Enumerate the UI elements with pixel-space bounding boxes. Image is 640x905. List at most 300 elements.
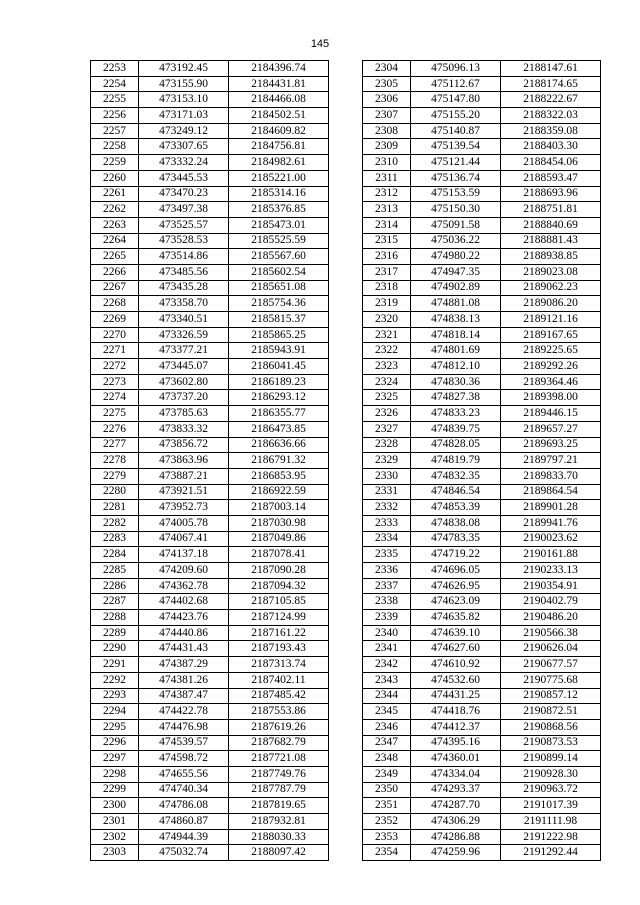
y-coordinate-cell: 2191017.39: [501, 798, 601, 814]
y-coordinate-cell: 2190233.13: [501, 563, 601, 579]
x-coordinate-cell: 473863.96: [139, 453, 229, 469]
y-coordinate-cell: 2191292.44: [501, 845, 601, 861]
x-coordinate-cell: 473833.32: [139, 421, 229, 437]
y-coordinate-cell: 2190023.62: [501, 531, 601, 547]
point-number-cell: 2288: [91, 610, 139, 626]
table-row: [363, 547, 601, 563]
y-coordinate-cell: 2188097.42: [229, 845, 329, 861]
y-coordinate-cell: 2189446.15: [501, 406, 601, 422]
y-coordinate-cell: 2184396.74: [229, 61, 329, 77]
y-coordinate-cell: 2185376.85: [229, 202, 329, 218]
point-number-cell: 2343: [363, 672, 411, 688]
point-number-cell: 2334: [363, 531, 411, 547]
table-row: [91, 594, 329, 610]
x-coordinate-cell: 474381.26: [139, 672, 229, 688]
point-number-cell: 2337: [363, 578, 411, 594]
y-coordinate-cell: 2190872.51: [501, 704, 601, 720]
y-coordinate-cell: 2184466.08: [229, 92, 329, 108]
y-coordinate-cell: 2189086.20: [501, 296, 601, 312]
point-number-cell: 2311: [363, 170, 411, 186]
y-coordinate-cell: 2191222.98: [501, 829, 601, 845]
table-row: [91, 76, 329, 92]
point-number-cell: 2333: [363, 515, 411, 531]
point-number-cell: 2299: [91, 782, 139, 798]
x-coordinate-cell: 473497.38: [139, 202, 229, 218]
y-coordinate-cell: 2189797.21: [501, 453, 601, 469]
point-number-cell: 2335: [363, 547, 411, 563]
y-coordinate-cell: 2188322.03: [501, 108, 601, 124]
x-coordinate-cell: 475155.20: [411, 108, 501, 124]
table-row: [363, 766, 601, 782]
y-coordinate-cell: 2185754.36: [229, 296, 329, 312]
point-number-cell: 2323: [363, 359, 411, 375]
y-coordinate-cell: 2185943.91: [229, 343, 329, 359]
y-coordinate-cell: 2187402.11: [229, 672, 329, 688]
table-row: [363, 327, 601, 343]
table-row: [91, 139, 329, 155]
point-number-cell: 2340: [363, 625, 411, 641]
table-row: [91, 327, 329, 343]
y-coordinate-cell: 2187193.43: [229, 641, 329, 657]
x-coordinate-cell: 474838.13: [411, 312, 501, 328]
point-number-cell: 2324: [363, 374, 411, 390]
point-number-cell: 2347: [363, 735, 411, 751]
point-number-cell: 2270: [91, 327, 139, 343]
x-coordinate-cell: 473358.70: [139, 296, 229, 312]
table-row: [363, 406, 601, 422]
y-coordinate-cell: 2190868.56: [501, 719, 601, 735]
y-coordinate-cell: 2187003.14: [229, 500, 329, 516]
table-row: [363, 515, 601, 531]
point-number-cell: 2304: [363, 61, 411, 77]
y-coordinate-cell: 2189023.08: [501, 264, 601, 280]
y-coordinate-cell: 2187553.86: [229, 704, 329, 720]
y-coordinate-cell: 2189864.54: [501, 484, 601, 500]
point-number-cell: 2342: [363, 657, 411, 673]
x-coordinate-cell: 474833.23: [411, 406, 501, 422]
table-row: [91, 123, 329, 139]
x-coordinate-cell: 474476.98: [139, 719, 229, 735]
x-coordinate-cell: 474306.29: [411, 814, 501, 830]
table-row: [91, 672, 329, 688]
x-coordinate-cell: 474783.35: [411, 531, 501, 547]
y-coordinate-cell: 2187619.26: [229, 719, 329, 735]
table-row: [91, 563, 329, 579]
x-coordinate-cell: 474418.76: [411, 704, 501, 720]
point-number-cell: 2344: [363, 688, 411, 704]
x-coordinate-cell: 473856.72: [139, 437, 229, 453]
table-row: [363, 719, 601, 735]
table-row: [363, 296, 601, 312]
x-coordinate-cell: 474839.75: [411, 421, 501, 437]
y-coordinate-cell: 2189225.65: [501, 343, 601, 359]
y-coordinate-cell: 2186293.12: [229, 390, 329, 406]
x-coordinate-cell: 475121.44: [411, 155, 501, 171]
x-coordinate-cell: 474610.92: [411, 657, 501, 673]
x-coordinate-cell: 474440.86: [139, 625, 229, 641]
table-row: [363, 672, 601, 688]
point-number-cell: 2321: [363, 327, 411, 343]
point-number-cell: 2278: [91, 453, 139, 469]
table-row: [363, 390, 601, 406]
x-coordinate-cell: 475136.74: [411, 170, 501, 186]
x-coordinate-cell: 474137.18: [139, 547, 229, 563]
point-number-cell: 2348: [363, 751, 411, 767]
y-coordinate-cell: 2187313.74: [229, 657, 329, 673]
x-coordinate-cell: 474860.87: [139, 814, 229, 830]
y-coordinate-cell: 2187932.81: [229, 814, 329, 830]
point-number-cell: 2258: [91, 139, 139, 155]
table-row: [91, 578, 329, 594]
x-coordinate-cell: 474635.82: [411, 610, 501, 626]
point-number-cell: 2276: [91, 421, 139, 437]
y-coordinate-cell: 2187090.28: [229, 563, 329, 579]
point-number-cell: 2290: [91, 641, 139, 657]
point-number-cell: 2296: [91, 735, 139, 751]
point-number-cell: 2345: [363, 704, 411, 720]
table-row: [91, 515, 329, 531]
y-coordinate-cell: 2188751.81: [501, 202, 601, 218]
x-coordinate-cell: 474005.78: [139, 515, 229, 531]
x-coordinate-cell: 474627.60: [411, 641, 501, 657]
y-coordinate-cell: 2190486.20: [501, 610, 601, 626]
y-coordinate-cell: 2188840.69: [501, 217, 601, 233]
x-coordinate-cell: 473525.57: [139, 217, 229, 233]
x-coordinate-cell: 474362.78: [139, 578, 229, 594]
y-coordinate-cell: 2190354.91: [501, 578, 601, 594]
y-coordinate-cell: 2190963.72: [501, 782, 601, 798]
point-number-cell: 2281: [91, 500, 139, 516]
point-number-cell: 2266: [91, 264, 139, 280]
table-row: [91, 233, 329, 249]
table-row: [91, 186, 329, 202]
table-row: [91, 406, 329, 422]
x-coordinate-cell: 474287.70: [411, 798, 501, 814]
table-row: [363, 484, 601, 500]
table-row: [91, 374, 329, 390]
x-coordinate-cell: 473952.73: [139, 500, 229, 516]
page-number: 145: [310, 38, 330, 50]
point-number-cell: 2294: [91, 704, 139, 720]
point-number-cell: 2330: [363, 468, 411, 484]
table-row: [91, 280, 329, 296]
point-number-cell: 2354: [363, 845, 411, 861]
table-row: [363, 657, 601, 673]
point-number-cell: 2332: [363, 500, 411, 516]
table-row: [91, 202, 329, 218]
point-number-cell: 2322: [363, 343, 411, 359]
x-coordinate-cell: 473155.90: [139, 76, 229, 92]
x-coordinate-cell: 473249.12: [139, 123, 229, 139]
point-number-cell: 2283: [91, 531, 139, 547]
table-row: [91, 547, 329, 563]
x-coordinate-cell: 473435.28: [139, 280, 229, 296]
y-coordinate-cell: 2188222.67: [501, 92, 601, 108]
point-number-cell: 2351: [363, 798, 411, 814]
table-row: [91, 61, 329, 77]
table-row: [363, 186, 601, 202]
point-number-cell: 2284: [91, 547, 139, 563]
y-coordinate-cell: 2189693.25: [501, 437, 601, 453]
table-row: [363, 280, 601, 296]
table-row: [363, 751, 601, 767]
table-row: [91, 500, 329, 516]
table-row: [91, 390, 329, 406]
table-row: [363, 421, 601, 437]
table-row: [363, 578, 601, 594]
table-row: [363, 688, 601, 704]
point-number-cell: 2352: [363, 814, 411, 830]
x-coordinate-cell: 473528.53: [139, 233, 229, 249]
point-number-cell: 2341: [363, 641, 411, 657]
point-number-cell: 2279: [91, 468, 139, 484]
x-coordinate-cell: 474828.05: [411, 437, 501, 453]
point-number-cell: 2291: [91, 657, 139, 673]
y-coordinate-cell: 2190899.14: [501, 751, 601, 767]
table-row: [363, 468, 601, 484]
point-number-cell: 2350: [363, 782, 411, 798]
point-number-cell: 2261: [91, 186, 139, 202]
table-row: [91, 766, 329, 782]
point-number-cell: 2305: [363, 76, 411, 92]
table-row: [363, 108, 601, 124]
table-row: [91, 657, 329, 673]
point-number-cell: 2336: [363, 563, 411, 579]
table-row: [363, 814, 601, 830]
table-row: [363, 500, 601, 516]
y-coordinate-cell: 2186791.32: [229, 453, 329, 469]
x-coordinate-cell: 475091.58: [411, 217, 501, 233]
x-coordinate-cell: 473737.20: [139, 390, 229, 406]
table-row: [91, 641, 329, 657]
y-coordinate-cell: 2190775.68: [501, 672, 601, 688]
point-number-cell: 2262: [91, 202, 139, 218]
x-coordinate-cell: 474740.34: [139, 782, 229, 798]
point-number-cell: 2272: [91, 359, 139, 375]
point-number-cell: 2328: [363, 437, 411, 453]
point-number-cell: 2256: [91, 108, 139, 124]
point-number-cell: 2265: [91, 249, 139, 265]
x-coordinate-cell: 474980.22: [411, 249, 501, 265]
x-coordinate-cell: 474293.37: [411, 782, 501, 798]
x-coordinate-cell: 475139.54: [411, 139, 501, 155]
y-coordinate-cell: 2186473.85: [229, 421, 329, 437]
table-row: [363, 123, 601, 139]
table-row: [363, 437, 601, 453]
point-number-cell: 2298: [91, 766, 139, 782]
table-row: [91, 421, 329, 437]
y-coordinate-cell: 2190928.30: [501, 766, 601, 782]
y-coordinate-cell: 2190677.57: [501, 657, 601, 673]
x-coordinate-cell: 473192.45: [139, 61, 229, 77]
y-coordinate-cell: 2188174.65: [501, 76, 601, 92]
x-coordinate-cell: 474801.69: [411, 343, 501, 359]
point-number-cell: 2313: [363, 202, 411, 218]
x-coordinate-cell: 474422.78: [139, 704, 229, 720]
y-coordinate-cell: 2185314.16: [229, 186, 329, 202]
table-row: [91, 312, 329, 328]
x-coordinate-cell: 474639.10: [411, 625, 501, 641]
point-number-cell: 2310: [363, 155, 411, 171]
x-coordinate-cell: 473921.51: [139, 484, 229, 500]
x-coordinate-cell: 473445.53: [139, 170, 229, 186]
point-number-cell: 2253: [91, 61, 139, 77]
table-row: [91, 92, 329, 108]
point-number-cell: 2280: [91, 484, 139, 500]
y-coordinate-cell: 2185651.08: [229, 280, 329, 296]
table-row: [91, 468, 329, 484]
y-coordinate-cell: 2189398.00: [501, 390, 601, 406]
point-number-cell: 2254: [91, 76, 139, 92]
table-row: [363, 217, 601, 233]
x-coordinate-cell: 474259.96: [411, 845, 501, 861]
point-number-cell: 2320: [363, 312, 411, 328]
point-number-cell: 2268: [91, 296, 139, 312]
y-coordinate-cell: 2187049.86: [229, 531, 329, 547]
table-row: [91, 735, 329, 751]
x-coordinate-cell: 475096.13: [411, 61, 501, 77]
x-coordinate-cell: 473887.21: [139, 468, 229, 484]
y-coordinate-cell: 2190402.79: [501, 594, 601, 610]
y-coordinate-cell: 2189121.16: [501, 312, 601, 328]
y-coordinate-cell: 2190857.12: [501, 688, 601, 704]
x-coordinate-cell: 473445.07: [139, 359, 229, 375]
table-row: [363, 641, 601, 657]
table-row: [363, 563, 601, 579]
point-number-cell: 2255: [91, 92, 139, 108]
x-coordinate-cell: 474846.54: [411, 484, 501, 500]
y-coordinate-cell: 2186853.95: [229, 468, 329, 484]
point-number-cell: 2314: [363, 217, 411, 233]
point-number-cell: 2282: [91, 515, 139, 531]
x-coordinate-cell: 474539.57: [139, 735, 229, 751]
x-coordinate-cell: 473377.21: [139, 343, 229, 359]
table-row: [91, 688, 329, 704]
point-number-cell: 2308: [363, 123, 411, 139]
x-coordinate-cell: 474819.79: [411, 453, 501, 469]
point-number-cell: 2331: [363, 484, 411, 500]
x-coordinate-cell: 473326.59: [139, 327, 229, 343]
x-coordinate-cell: 474830.36: [411, 374, 501, 390]
x-coordinate-cell: 473470.23: [139, 186, 229, 202]
point-number-cell: 2302: [91, 829, 139, 845]
table-row: [91, 782, 329, 798]
x-coordinate-cell: 473340.51: [139, 312, 229, 328]
table-row: [91, 484, 329, 500]
table-row: [363, 343, 601, 359]
point-number-cell: 2260: [91, 170, 139, 186]
x-coordinate-cell: 475153.59: [411, 186, 501, 202]
y-coordinate-cell: 2187078.41: [229, 547, 329, 563]
y-coordinate-cell: 2184609.82: [229, 123, 329, 139]
point-number-cell: 2353: [363, 829, 411, 845]
y-coordinate-cell: 2188881.43: [501, 233, 601, 249]
x-coordinate-cell: 475032.74: [139, 845, 229, 861]
table-row: [363, 625, 601, 641]
table-row: [363, 531, 601, 547]
x-coordinate-cell: 474626.95: [411, 578, 501, 594]
point-number-cell: 2329: [363, 453, 411, 469]
point-number-cell: 2309: [363, 139, 411, 155]
x-coordinate-cell: 474818.14: [411, 327, 501, 343]
x-coordinate-cell: 474532.60: [411, 672, 501, 688]
table-row: [363, 374, 601, 390]
y-coordinate-cell: 2187094.32: [229, 578, 329, 594]
y-coordinate-cell: 2187105.85: [229, 594, 329, 610]
x-coordinate-cell: 474598.72: [139, 751, 229, 767]
table-row: [91, 719, 329, 735]
coordinates-table-right: [362, 60, 601, 861]
x-coordinate-cell: 473153.10: [139, 92, 229, 108]
y-coordinate-cell: 2185567.60: [229, 249, 329, 265]
point-number-cell: 2312: [363, 186, 411, 202]
table-row: [363, 845, 601, 861]
y-coordinate-cell: 2189062.23: [501, 280, 601, 296]
y-coordinate-cell: 2185473.01: [229, 217, 329, 233]
point-number-cell: 2295: [91, 719, 139, 735]
x-coordinate-cell: 475140.87: [411, 123, 501, 139]
point-number-cell: 2257: [91, 123, 139, 139]
table-row: [363, 264, 601, 280]
point-number-cell: 2339: [363, 610, 411, 626]
y-coordinate-cell: 2188359.08: [501, 123, 601, 139]
y-coordinate-cell: 2186355.77: [229, 406, 329, 422]
table-row: [363, 202, 601, 218]
point-number-cell: 2264: [91, 233, 139, 249]
table-row: [363, 61, 601, 77]
point-number-cell: 2338: [363, 594, 411, 610]
y-coordinate-cell: 2189364.46: [501, 374, 601, 390]
point-number-cell: 2286: [91, 578, 139, 594]
y-coordinate-cell: 2186636.66: [229, 437, 329, 453]
point-number-cell: 2274: [91, 390, 139, 406]
table-row: [91, 453, 329, 469]
table-row: [363, 829, 601, 845]
x-coordinate-cell: 474412.37: [411, 719, 501, 735]
x-coordinate-cell: 474387.47: [139, 688, 229, 704]
point-number-cell: 2301: [91, 814, 139, 830]
x-coordinate-cell: 474423.76: [139, 610, 229, 626]
y-coordinate-cell: 2185815.37: [229, 312, 329, 328]
table-row: [363, 798, 601, 814]
table-row: [363, 704, 601, 720]
table-row: [91, 217, 329, 233]
table-row: [91, 170, 329, 186]
table-row: [363, 76, 601, 92]
x-coordinate-cell: 475036.22: [411, 233, 501, 249]
x-coordinate-cell: 474286.88: [411, 829, 501, 845]
x-coordinate-cell: 474623.09: [411, 594, 501, 610]
point-number-cell: 2287: [91, 594, 139, 610]
point-number-cell: 2300: [91, 798, 139, 814]
point-number-cell: 2325: [363, 390, 411, 406]
y-coordinate-cell: 2190566.38: [501, 625, 601, 641]
y-coordinate-cell: 2189292.26: [501, 359, 601, 375]
y-coordinate-cell: 2184756.81: [229, 139, 329, 155]
x-coordinate-cell: 474881.08: [411, 296, 501, 312]
y-coordinate-cell: 2189941.76: [501, 515, 601, 531]
y-coordinate-cell: 2188593.47: [501, 170, 601, 186]
table-row: [91, 249, 329, 265]
y-coordinate-cell: 2190626.04: [501, 641, 601, 657]
y-coordinate-cell: 2190161.88: [501, 547, 601, 563]
table-row: [363, 782, 601, 798]
y-coordinate-cell: 2188693.96: [501, 186, 601, 202]
x-coordinate-cell: 474431.43: [139, 641, 229, 657]
table-row: [91, 751, 329, 767]
table-row: [363, 735, 601, 751]
table-row: [363, 170, 601, 186]
